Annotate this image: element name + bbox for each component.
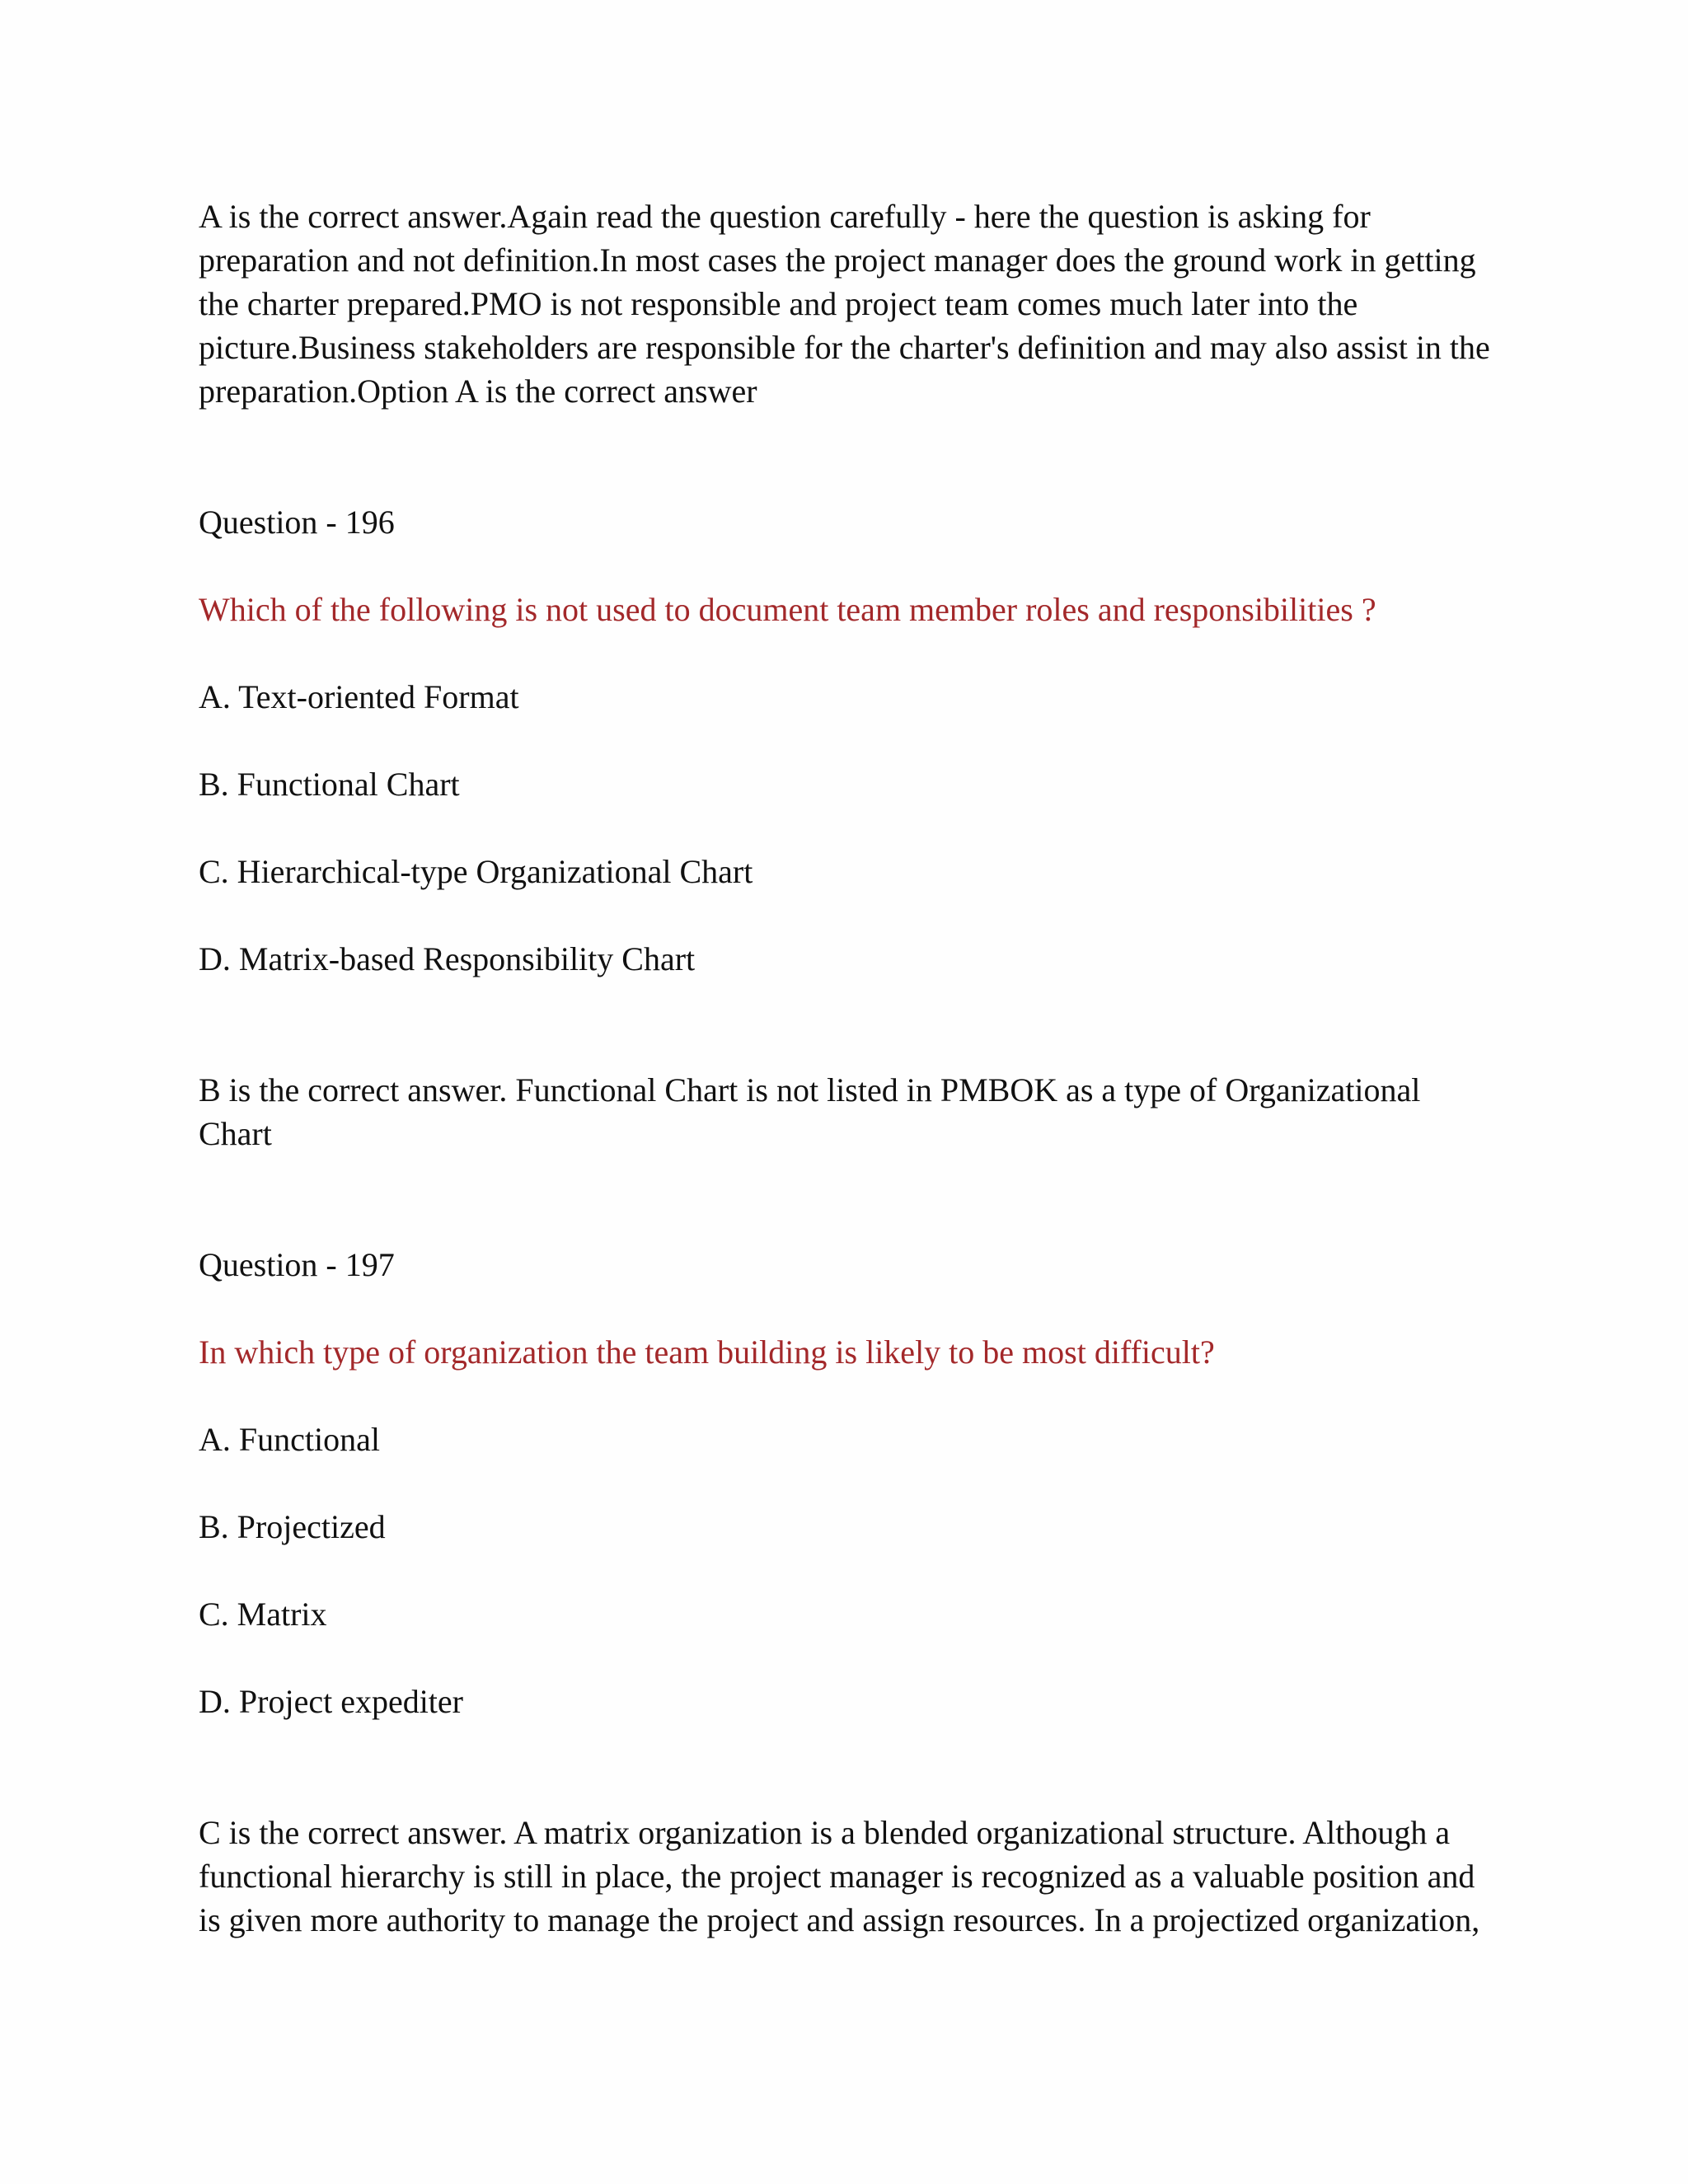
answer-explanation-197: C is the correct answer. A matrix organization is a blended organizational structure. Although a functional hierarchy is still in place, the project manager is recognized as a valuable position and is given more authority to manage the project and assign resources. In a projectized organization,: [199, 1814, 1480, 1938]
question-197-option-d: D. Project expediter: [199, 1683, 463, 1720]
question-196-text: Which of the following is not used to document team member roles and responsibilities ?: [199, 591, 1376, 628]
question-196-option-d: D. Matrix-based Responsibility Chart: [199, 940, 696, 977]
question-197-heading: Question - 197: [199, 1246, 395, 1283]
question-196-option-c: C. Hierarchical-type Organizational Chart: [199, 853, 753, 890]
page-content: [199, 194, 1501, 1942]
question-196-option-a: A. Text-oriented Format: [199, 678, 519, 715]
question-197-option-a: A. Functional: [199, 1421, 380, 1458]
question-197-option-b: B. Projectized: [199, 1508, 386, 1545]
question-196-heading: Question - 196: [199, 504, 395, 541]
question-197-option-c: C. Matrix: [199, 1596, 327, 1633]
question-197-text: In which type of organization the team building is likely to be most difficult?: [199, 1333, 1215, 1371]
answer-explanation-195: A is the correct answer.Again read the question carefully - here the question is asking for preparation and not definition.In most cases the project manager does the ground work in getting the charter prepared.PMO is not responsible and project team comes much later into the picture.Business stakeholders are responsible for the charter's definition and may also assist in the preparation.Option A is the correct answer: [199, 198, 1490, 410]
answer-explanation-196: B is the correct answer. Functional Chart is not listed in PMBOK as a type of Organizational Chart: [199, 1071, 1421, 1152]
question-196-option-b: B. Functional Chart: [199, 766, 460, 803]
